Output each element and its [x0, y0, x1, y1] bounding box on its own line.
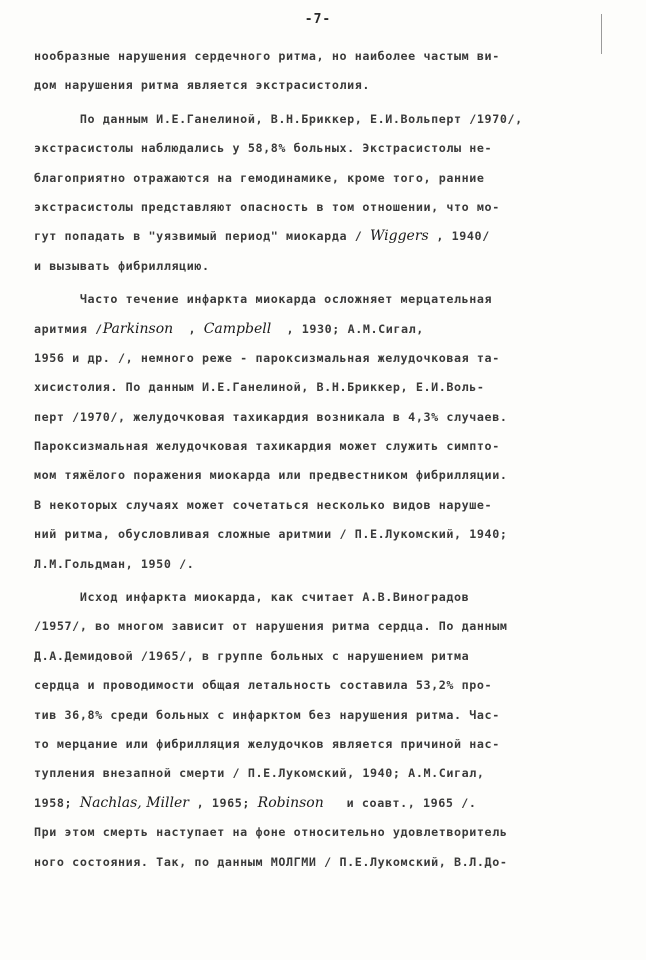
typed-text: /1957/, во многом зависит от нарушения ритма сердца. По данным [34, 619, 508, 634]
typed-text: гут попадать в "уязвимый период" миокарда / [34, 229, 371, 244]
text-line [34, 642, 634, 671]
text-line [34, 373, 634, 402]
body-text [34, 42, 634, 877]
typed-text: ний ритма, обусловливая сложные аритмии / П.Е.Лукомский, 1940; [34, 527, 508, 542]
typed-text: перт /1970/, желудочковая тахикардия возникала в 4,3% случаев. [34, 409, 508, 424]
typed-text: , 1940/ [428, 229, 490, 244]
text-line [34, 612, 634, 641]
typed-text: 1956 и др. /, немного реже - пароксизмальная желудочковая та- [34, 350, 500, 365]
text-line [34, 583, 634, 612]
typed-text: благоприятно отражаются на гемодинамике, кроме того, ранние [34, 170, 485, 185]
typed-text: сердца и проводимости общая летальность составила 53,2% про- [34, 678, 493, 693]
typed-text: , 1965; [188, 795, 258, 810]
text-line [34, 759, 634, 788]
text-line [34, 848, 634, 877]
page-number: -7- [304, 12, 332, 27]
typed-text: и вызывать фибрилляцию. [34, 258, 210, 273]
typed-text: тупления внезапной смерти / П.Е.Лукомский, 1940; А.М.Сигал, [34, 766, 485, 781]
typed-text: Исход инфаркта миокарда, как считает А.В.Виноградов [34, 590, 470, 605]
text-line [34, 315, 634, 344]
text-line [34, 222, 634, 251]
typed-text: экстрасистолы наблюдались у 58,8% больных. Экстрасистолы не- [34, 141, 493, 156]
text-line [34, 818, 634, 847]
typed-text: В некоторых случаях может сочетаться несколько видов наруше- [34, 497, 493, 512]
text-line [34, 789, 634, 818]
text-line [34, 164, 634, 193]
text-line [34, 252, 634, 281]
text-line [34, 344, 634, 373]
text-line [34, 520, 634, 549]
text-line [34, 134, 634, 163]
text-line [34, 403, 634, 432]
typed-text: При этом смерть наступает на фоне относительно удовлетворитель [34, 825, 508, 840]
handwritten-name: Campbell [203, 320, 272, 337]
typed-text: аритмия / [34, 321, 103, 336]
handwritten-name: Wiggers [370, 228, 429, 245]
typed-text: нообразные нарушения сердечного ритма, но наиболее частым ви- [34, 49, 500, 63]
text-line [34, 432, 634, 461]
typed-text: 1958; [34, 795, 80, 810]
text-line [34, 71, 634, 100]
text-line [34, 42, 634, 71]
typed-text: , [173, 321, 204, 336]
typed-text: , 1930; А.М.Сигал, [271, 321, 424, 336]
handwritten-name: Parkinson [102, 320, 174, 337]
typed-text: и соавт., 1965 /. [323, 795, 477, 810]
typed-text: мом тяжёлого поражения миокарда или предвестником фибрилляции. [34, 468, 508, 483]
handwritten-name: Nachlas, Miller [79, 794, 189, 811]
text-line [34, 701, 634, 730]
text-line [34, 491, 634, 520]
typed-text: дом нарушения ритма является экстрасистолия. [34, 78, 371, 93]
typed-text: Л.М.Гольдман, 1950 /. [34, 556, 195, 571]
text-line [34, 671, 634, 700]
typed-text: хисистолия. По данным И.Е.Ганелиной, В.Н.Бриккер, Е.И.Воль- [34, 380, 485, 395]
text-line [34, 461, 634, 490]
typed-text: то мерцание или фибрилляция желудочков является причиной нас- [34, 736, 500, 751]
typed-text: Часто течение инфаркта миокарда осложняет мерцательная [34, 292, 493, 307]
typed-text: экстрасистолы представляют опасность в том отношении, что мо- [34, 199, 500, 214]
text-line [34, 730, 634, 759]
text-line [34, 550, 634, 579]
text-line [34, 285, 634, 314]
handwritten-name: Robinson [257, 794, 324, 811]
typed-text: тив 36,8% среди больных с инфарктом без нарушения ритма. Час- [34, 707, 500, 722]
typed-text: По данным И.Е.Ганелиной, В.Н.Бриккер, Е.И.Вольперт /1970/, [34, 111, 523, 126]
text-line [34, 193, 634, 222]
typed-text: Пароксизмальная желудочковая тахикардия может служить симпто- [34, 439, 500, 454]
typed-text: Д.А.Демидовой /1965/, в группе больных с нарушением ритма [34, 648, 470, 663]
text-line [34, 105, 634, 134]
typed-text: ного состояния. Так, по данным МОЛГМИ / П.Е.Лукомский, В.Л.До- [34, 854, 508, 869]
